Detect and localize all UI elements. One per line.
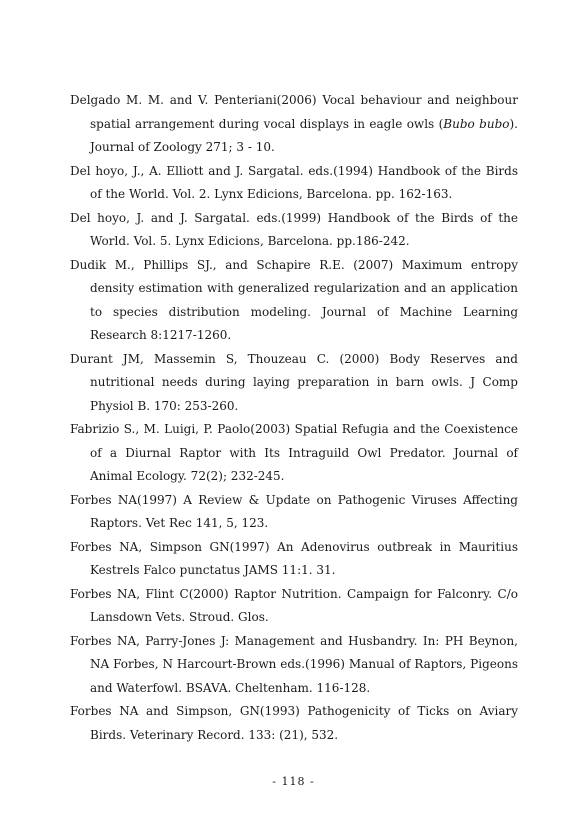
reference-entry <box>70 418 518 489</box>
reference-text: Forbes NA(1997) A Review & Update on Pathogenic Viruses Affecting Raptors. Vet Rec 141, 5, 123. <box>70 492 518 530</box>
reference-text: Forbes NA and Simpson, GN(1993) Pathogenicity of Ticks on Aviary Birds. Veterinary Record. 133: (21), 532. <box>70 704 518 742</box>
reference-text: Del hoyo, J., A. Elliott and J. Sargatal. eds.(1994) Handbook of the Birds of the World. Vol. 2. Lynx Edicions, Barcelona. pp. 162-163. <box>70 163 518 201</box>
reference-text: Dudik M., Phillips SJ., and Schapire R.E. (2007) Maximum entropy density estimation with generalized regularization and an application to species distribution modeling. Journal of Machine Learning Research 8:1217-1260. <box>70 257 518 342</box>
reference-entry <box>70 89 518 160</box>
reference-entry <box>70 348 518 419</box>
reference-text: Del hoyo, J. and J. Sargatal. eds.(1999) Handbook of the Birds of the World. Vol. 5. Lynx Edicions, Barcelona. pp.186-242. <box>70 210 518 248</box>
reference-entry <box>70 700 518 747</box>
reference-text: Forbes NA, Simpson GN(1997) An Adenovirus outbreak in Mauritius Kestrels Falco punctatus JAMS 11:1. 31. <box>70 539 518 577</box>
page-number: - 118 - <box>272 775 315 788</box>
reference-text-end: ). Journal of Zoology 271; 3 - 10. <box>90 116 518 154</box>
reference-text: Fabrizio S., M. Luigi, P. Paolo(2003) Spatial Refugia and the Coexistence of a Diurnal Raptor with Its Intraguild Owl Predator. Journal of Animal Ecology. 72(2); 232-245. <box>70 422 518 483</box>
reference-text: Forbes NA, Parry-Jones J: Management and Husbandry. In: PH Beynon, NA Forbes, N Harcourt-Brown eds.(1996) Manual of Raptors, Pigeons and Waterfowl. BSAVA. Cheltenham. 116-128. <box>70 633 518 695</box>
reference-text: Durant JM, Massemin S, Thouzeau C. (2000) Body Reserves and nutritional needs during laying preparation in barn owls. J Comp Physiol B. 170: 253-260. <box>70 351 518 413</box>
reference-entry <box>70 583 518 630</box>
reference-entry <box>70 207 518 254</box>
reference-entry <box>70 630 518 701</box>
reference-entry <box>70 536 518 583</box>
reference-entry <box>70 160 518 207</box>
species-name: Bubo bubo <box>443 116 510 131</box>
reference-entry <box>70 489 518 536</box>
reference-text: Forbes NA, Flint C(2000) Raptor Nutrition. Campaign for Falconry. C/o Lansdown Vets. Stroud. Glos. <box>70 586 518 624</box>
reference-text: Delgado M. M. and V. Penteriani(2006) Vocal behaviour and neighbour spatial arrangement during vocal displays in eagle owls ( <box>70 93 518 131</box>
reference-list <box>70 89 518 747</box>
reference-entry <box>70 254 518 348</box>
